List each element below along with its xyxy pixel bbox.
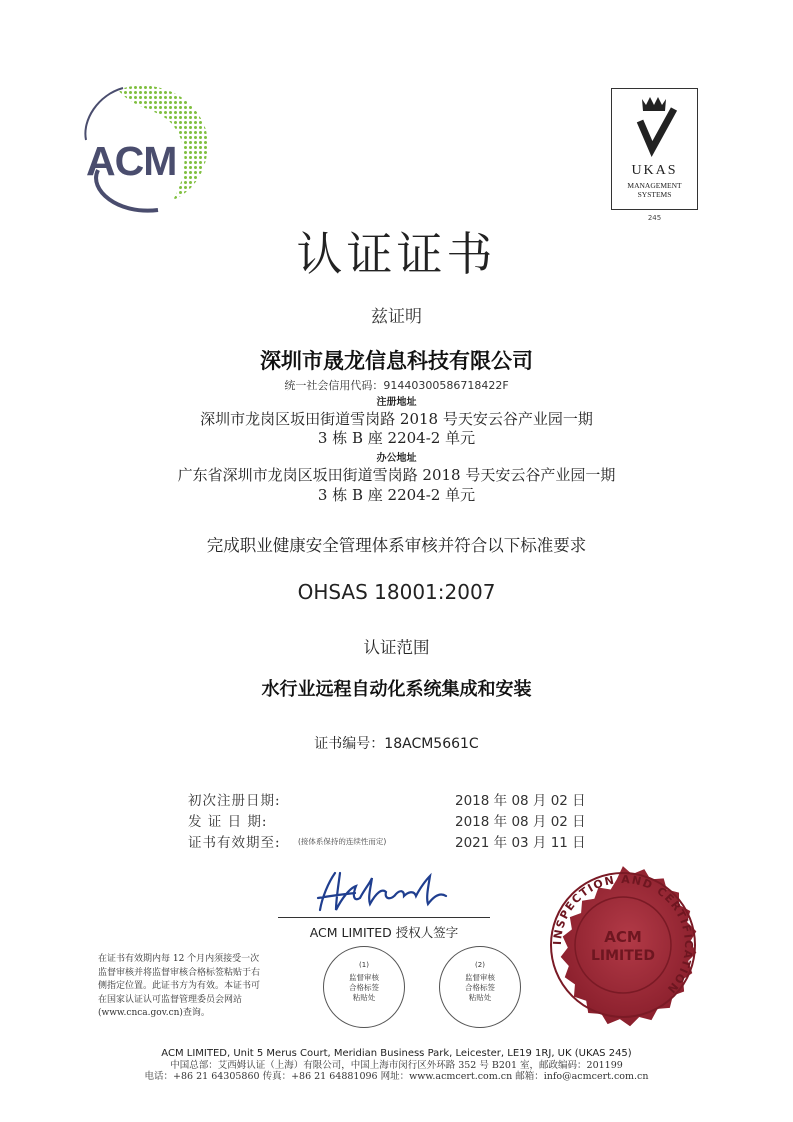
seal-center-line2: LIMITED xyxy=(590,948,656,964)
sticker-line: 粘贴处 xyxy=(352,993,376,1002)
surveillance-sticker-2 xyxy=(439,946,521,1028)
issue-date: 2018 年 08 月 02 日 xyxy=(455,814,586,830)
sticker-line: 监督审核 xyxy=(465,973,495,982)
sticker-line: 合格标签 xyxy=(465,983,495,992)
validity-note-line: 侧指定位置。此证书方为有效。本证书可 xyxy=(98,981,261,991)
ukas-sub-line2: SYSTEMS xyxy=(637,190,672,199)
sticker-text xyxy=(324,973,404,1003)
scope-text: 水行业远程自动化系统集成和安装 xyxy=(261,679,532,700)
signature-icon xyxy=(300,868,470,918)
expiry-date: 2021 年 03 月 11 日 xyxy=(455,835,586,851)
initial-registration-label: 初次注册日期: xyxy=(188,793,281,809)
footer-address-uk: ACM LIMITED, Unit 5 Merus Court, Meridian Business Park, Leicester, LE19 1RJ, UK (UKAS 245) xyxy=(161,1048,632,1059)
ukas-name: UKAS xyxy=(631,163,678,178)
crown-tick-icon xyxy=(612,91,697,163)
sticker-number: (2) xyxy=(475,961,485,969)
initial-registration-date: 2018 年 08 月 02 日 xyxy=(455,793,586,809)
company-name: 深圳市晟龙信息科技有限公司 xyxy=(260,349,533,373)
sticker-number: (1) xyxy=(359,961,369,969)
office-address-line1: 广东省深圳市龙岗区坂田街道雪岗路 2018 号天安云谷产业园一期 xyxy=(177,466,616,484)
sticker-line: 监督审核 xyxy=(349,973,379,982)
footer xyxy=(0,1048,793,1083)
validity-note-line: 监督审核并将监督审核合格标签粘贴于右 xyxy=(98,967,261,978)
surveillance-sticker-1 xyxy=(323,946,405,1028)
sticker-line: 粘贴处 xyxy=(468,993,492,1002)
signature-caption: ACM LIMITED 授权人签字 xyxy=(309,925,459,940)
scope-label: 认证范围 xyxy=(363,638,430,657)
seal-ring-text: INSPECTION AND CERTIFICATION xyxy=(550,872,696,997)
acm-logo xyxy=(78,80,213,215)
certificate-title: 认证证书 xyxy=(296,227,497,281)
footer-address-china: 中国总部：艾西姆认证（上海）有限公司，中国上海市闵行区外环路 352 号 B201 室，邮政编码：201199 xyxy=(170,1059,623,1071)
ukas-sub-line1: MANAGEMENT xyxy=(627,181,682,190)
credit-code: 统一社会信用代码：91440300586718422F xyxy=(284,379,509,392)
registered-address-label: 注册地址 xyxy=(376,397,417,408)
validity-note-line: 在证书有效期内每 12 个月内须接受一次 xyxy=(98,954,260,964)
validity-note xyxy=(98,953,298,1021)
office-address-label: 办公地址 xyxy=(376,453,417,464)
certify-text: 兹证明 xyxy=(371,307,422,327)
ukas-subtitle xyxy=(612,181,697,199)
registered-address-line1: 深圳市龙岗区坂田街道雪岗路 2018 号天安云谷产业园一期 xyxy=(200,410,593,428)
ukas-number: 245 xyxy=(647,214,662,222)
acm-seal-icon xyxy=(528,850,718,1040)
validity-note-line: 在国家认证认可监督管理委员会网站 xyxy=(98,994,243,1005)
sticker-line: 合格标签 xyxy=(349,983,379,992)
sticker-text xyxy=(440,973,520,1003)
signature-line xyxy=(278,917,490,918)
compliance-statement: 完成职业健康安全管理体系审核并符合以下标准要求 xyxy=(206,536,587,555)
office-address-line2: 3 栋 B 座 2204-2 单元 xyxy=(317,486,476,504)
expiry-date-label: 证书有效期至: xyxy=(188,835,281,851)
expiry-note: (接体系保持的连续性而定) xyxy=(298,837,387,846)
standard-name: OHSAS 18001:2007 xyxy=(297,580,496,604)
seal-center-line1: ACM xyxy=(604,928,642,946)
validity-note-line: (www.cnca.gov.cn)查询。 xyxy=(98,1008,210,1018)
acm-logo-text: ACM xyxy=(86,138,177,184)
issue-date-label: 发 证 日 期: xyxy=(188,814,268,830)
registered-address-line2: 3 栋 B 座 2204-2 单元 xyxy=(317,429,476,447)
footer-contact: 电话：+86 21 64305860 传真：+86 21 64881096 网址：www.acmcert.com.cn 邮箱：info@acmcert.com.cn xyxy=(144,1071,649,1082)
certificate-number: 证书编号：18ACM5661C xyxy=(314,736,479,752)
ukas-logo xyxy=(611,88,698,210)
